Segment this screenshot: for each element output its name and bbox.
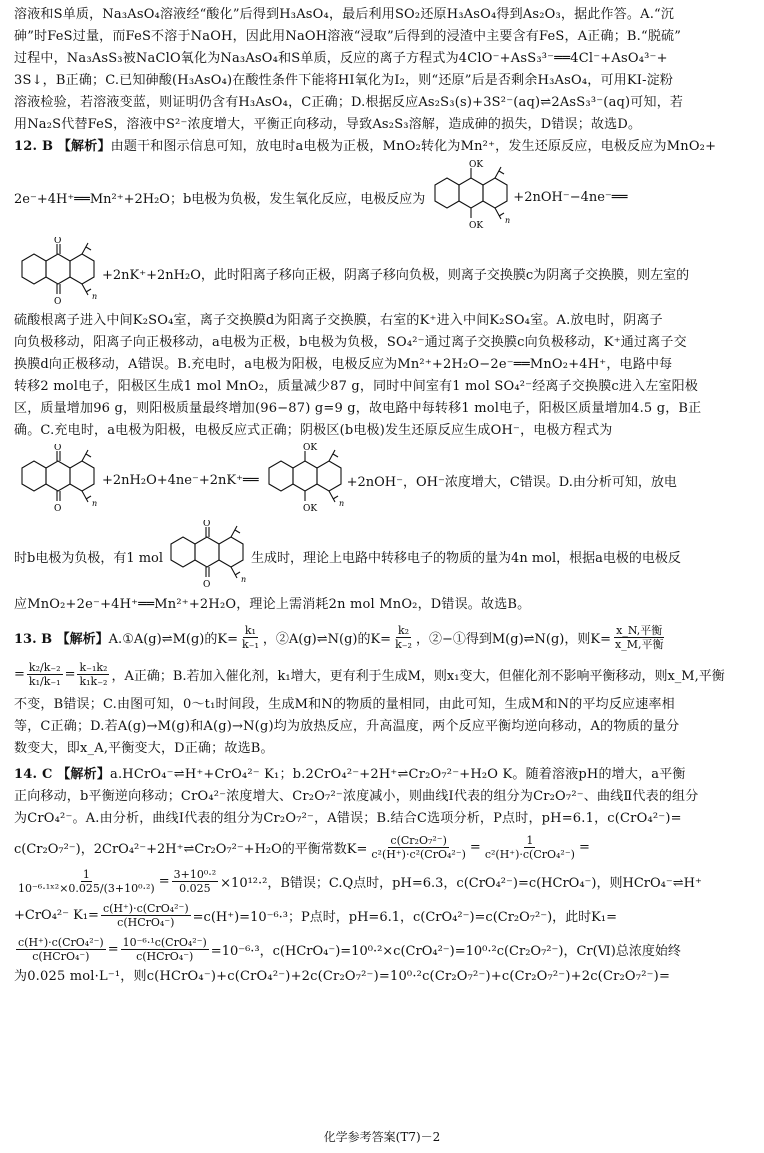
fraction: $\frac{1}{\text{c²(H⁺)·c(CrO₄²⁻)}}$ [484,833,575,861]
text-line: 等，C正确；D.若A(g)→M(g)和A(g)→N(g)均为放热反应，升高温度，两个反应平衡均逆向移动，A的物质的量分 [14,719,680,734]
svg-text:O: O [54,504,62,514]
svg-text:O: O [54,237,62,246]
svg-text:n: n [92,499,98,508]
text-line: 确。C.充电时，a电极为阳极，电极反应式正确；阴极区(b电极)发生还原反应生成OH⁻，电极方程式为 [14,423,613,438]
question-number: 12. B 【解析】 [14,139,111,154]
question-12 [14,136,750,616]
text-line: 溶液检验，若溶液变蓝，则证明仍含有H₃AsO₄，C正确；D.根据反应As₂S₃(s)+3S²⁻(aq)⇌2AsS₃³⁻(aq)可知，若 [14,95,684,110]
svg-text:n: n [241,575,247,584]
text-line: $\frac{\text{c(H⁺)·c(CrO₄²⁻)}}{\text{c(HCrO₄⁻)}}$ = $\frac{\text{10⁻⁶·¹c(CrO₄²⁻)}}{\text{c(HCrO₄⁻)}}$ =10⁻⁶·³，c(HCrO₄⁻)=10⁰·²×c(CrO₄²⁻)=10⁰·²c(Cr₂O₇²⁻)，Cr(Ⅵ)总浓度始终 [18,935,681,963]
question-14 [14,764,750,988]
text-line: 正向移动，b平衡逆向移动；CrO₄²⁻浓度增大、Cr₂O₇²⁻浓度减小，则曲线Ⅰ代表的组分为Cr₂O₇²⁻、曲线Ⅱ代表的组分 [14,789,699,804]
svg-text:n: n [505,216,511,225]
anthraquinone-polymer-structure [14,444,102,516]
text-line: 14. C 【解析】a.HCrO₄⁻⇌H⁺+CrO₄²⁻ K₁；b.2CrO₄²⁻+2H⁺⇌Cr₂O₇²⁻+H₂O K。随着溶液pH的增大，a平衡 [14,767,686,782]
fraction: $\frac{\text{k₂}}{\text{k₋₂}}$ [395,623,412,651]
text-line: 换膜d向正极移动，A错误。B.充电时，a电极为阳极，电极反应为Mn²⁺+2H₂O−2e⁻══MnO₂+4H⁺，电路中每 [14,357,673,372]
text-line: = $\frac{\text{k₂/k₋₂}}{\text{k₁/k₋₁}}$ = $\frac{\text{k₋₁k₂}}{\text{k₁k₋₂}}$ ，A正确；B.若加入催化剂，k₁增大，更有利于生成M，则x₁变大，但催化剂不影响平衡移动，则x_M,平衡 [14,660,725,688]
text-line: 12. B 【解析】由题干和图示信息可知，放电时a电极为正极，MnO₂转化为Mn²⁺，发生还原反应，电极反应为MnO₂+ [14,139,717,154]
fraction: $\frac{\text{k₋₁k₂}}{\text{k₁k₋₂}}$ [79,660,108,688]
svg-text:OK: OK [469,221,484,231]
svg-text:OK: OK [469,160,484,170]
dihydroxy-anthracene-polymer-structure [425,159,513,235]
fraction: $\frac{\text{k₂/k₋₂}}{\text{k₁/k₋₁}}$ [28,660,61,688]
text-line: 过程中，Na₃AsS₃被NaClO氧化为Na₃AsO₄和S单质，反应的离子方程式为4ClO⁻+AsS₃³⁻══4Cl⁻+AsO₄³⁻+ [14,51,668,66]
text-line: 3S↓，B正确；C.已知砷酸(H₃AsO₄)在酸性条件下能将HI氧化为I₂，则“还原”后是否剩余H₃AsO₄，可用KI-淀粉 [14,73,674,88]
svg-text:OK: OK [302,504,317,514]
text-line: 区，质量增加96 g，则阳极质量最终增加(96−87) g=9 g，故电路中每转移1 mol电子，阳极区质量增加4.5 g，B正 [14,401,702,416]
page-footer: 化学参考答案(T7)－2 [323,1130,441,1144]
svg-text:OK: OK [302,443,317,453]
svg-text:O: O [54,297,62,307]
text-line: +CrO₄²⁻ K₁= $\frac{\text{c(H⁺)·c(CrO₄²⁻)}}{\text{c(HCrO₄⁻)}}$ =c(H⁺)=10⁻⁶·³；P点时，pH=6.1，c(CrO₄²⁻)=c(Cr₂O₇²⁻)，此时K₁= [14,901,617,929]
text-line: 不变，B错误；C.由图可知，0～t₁时间段，生成M和N的物质的量相同，由此可知，生成M和N的平均反应速率相 [14,697,675,712]
text-line: 向负极移动，阳离子向正极移动，a电极为正极，b电极为负极，SO₄²⁻通过离子交换膜c向负极移动，K⁺通过离子交 [14,335,687,350]
anthraquinone-polymer-structure [163,520,251,592]
text-line: 数变大，即x_A,平衡变大，D正确；故选B。 [14,741,274,756]
anthraquinone-polymer-structure [14,237,102,309]
text-line: 溶液和S单质，Na₃AsO₄溶液经“酸化”后得到H₃AsO₄，最后利用SO₂还原H₃AsO₄得到As₂O₃，据此作答。A.“沉 [14,7,675,22]
fraction: $\frac{\text{c(Cr₂O₇²⁻)}}{\text{c²(H⁺)·c²(CrO₄²⁻)}}$ [371,833,466,861]
equation-line: O O n +2nH₂O+4ne⁻+2nK⁺══ OK OK n +2nOH⁻，OH⁻浓度增大，C错误。D.由分析可知，放电 [14,442,750,518]
svg-text:n: n [92,292,98,301]
dihydroxy-anthracene-polymer-structure [259,442,347,518]
fraction: $\frac{\text{c(H⁺)·c(CrO₄²⁻)}}{\text{c(HCrO₄⁻)}}$ [102,901,189,929]
svg-text:O: O [54,444,62,453]
svg-text:n: n [338,499,344,508]
text-line: 硫酸根离子进入中间K₂SO₄室，离子交换膜d为阳离子交换膜，右室的K⁺进入中间K₂SO₄室。A.放电时，阴离子 [14,313,663,328]
fraction: $\frac{\text{10⁻⁶·¹c(CrO₄²⁻)}}{\text{c(HCrO₄⁻)}}$ [122,935,207,963]
text-line: 砷”时FeS过量，而FeS不溶于NaOH，因此用NaOH溶液“浸取”后得到的浸渣中主要含有FeS，A正确；B.“脱硫” [14,29,682,44]
equation-line: 2e⁻+4H⁺══Mn²⁺+2H₂O；b电极为负极，发生氧化反应，电极反应为 OK OK n +2nOH⁻−4ne⁻══ [14,158,750,236]
fraction: $\frac{\text{k₁}}{\text{k₋₁}}$ [241,623,259,651]
text-line: 转移2 mol电子，阳极区生成1 mol MnO₂，质量减少87 g，同时中间室有1 mol SO₄²⁻经离子交换膜c进入左室阳极 [14,379,699,394]
text-line: 为0.025 mol·L⁻¹，则c(HCrO₄⁻)+c(CrO₄²⁻)+2c(Cr₂O₇²⁻)=10⁰·²c(Cr₂O₇²⁻)+c(Cr₂O₇²⁻)+2c(Cr₂O₇²⁻)= [14,969,671,984]
fraction: $\frac{\text{c(H⁺)·c(CrO₄²⁻)}}{\text{c(HCrO₄⁻)}}$ [18,935,104,963]
svg-text:O: O [203,580,211,590]
question-13 [14,620,750,760]
text-line: c(Cr₂O₇²⁻)，2CrO₄²⁻+2H⁺⇌Cr₂O₇²⁻+H₂O的平衡常数K= $\frac{\text{c(Cr₂O₇²⁻)}}{\text{c²(H⁺)·c²(CrO₄²⁻)}}$ = $\frac{1}{\text{c²(H⁺)·c(CrO₄²⁻)}}$ = [14,833,590,861]
question-number: 13. B 【解析】 [14,631,109,647]
text-line: 为CrO₄²⁻。A.由分析，曲线Ⅰ代表的组分为Cr₂O₇²⁻，A错误；B.结合C选项分析，P点时，pH=6.1，c(CrO₄²⁻)= [14,811,682,826]
fraction: $\frac{1}{\text{10⁻⁶·¹ˣ²×0.025/(3+10⁰·²)}}$ [18,867,155,895]
question-number: 14. C 【解析】 [14,767,111,782]
fraction: $\frac{\text{3+10⁰·²}}{0.025}$ [173,867,217,895]
fraction: $\frac{\text{x\_N,平衡}}{\text{x\_M,平衡}}$ [614,623,664,651]
intro-paragraph [14,4,750,136]
equation-line: 时b电极为负极，有1 mol O O n 生成时，理论上电路中转移电子的物质的量为4n mol，根据a电极的电极反 [14,520,681,590]
text-line: 用Na₂S代替FeS，溶液中S²⁻浓度增大，平衡正向移动，导致As₂S₃溶解，造成砷的损失，D错误；故选D。 [14,117,642,132]
text-line: 应MnO₂+2e⁻+4H⁺══Mn²⁺+2H₂O，理论上需消耗2n mol MnO₂，D错误。故选B。 [14,597,531,612]
text-line: 13. B 【解析】 A.①A(g)⇌M(g)的K= $\frac{\text{k₁}}{\text{k₋₁}}$ ，②A(g)⇌N(g)的K= $\frac{\text{k₂}}{\text{k₋₂}}$ ，②−①得到M(g)⇌N(g)，则K= $\frac{\text{x\_N,平衡}}{\text{x\_M,平衡}}$ [14,623,664,651]
equation-line: O O n +2nK⁺+2nH₂O，此时阳离子移向正极，阴离子移向负极，则离子交换膜c为阴离子交换膜，则左室的 [14,236,750,310]
text-line: $\frac{1}{\text{10⁻⁶·¹ˣ²×0.025/(3+10⁰·²)}}$ = $\frac{\text{3+10⁰·²}}{0.025}$ ×10¹²·²，B错误；C.Q点时，pH=6.3，c(CrO₄²⁻)=c(HCrO₄⁻)，则HCrO₄⁻⇌H⁺ [18,867,702,895]
svg-text:O: O [203,520,211,529]
